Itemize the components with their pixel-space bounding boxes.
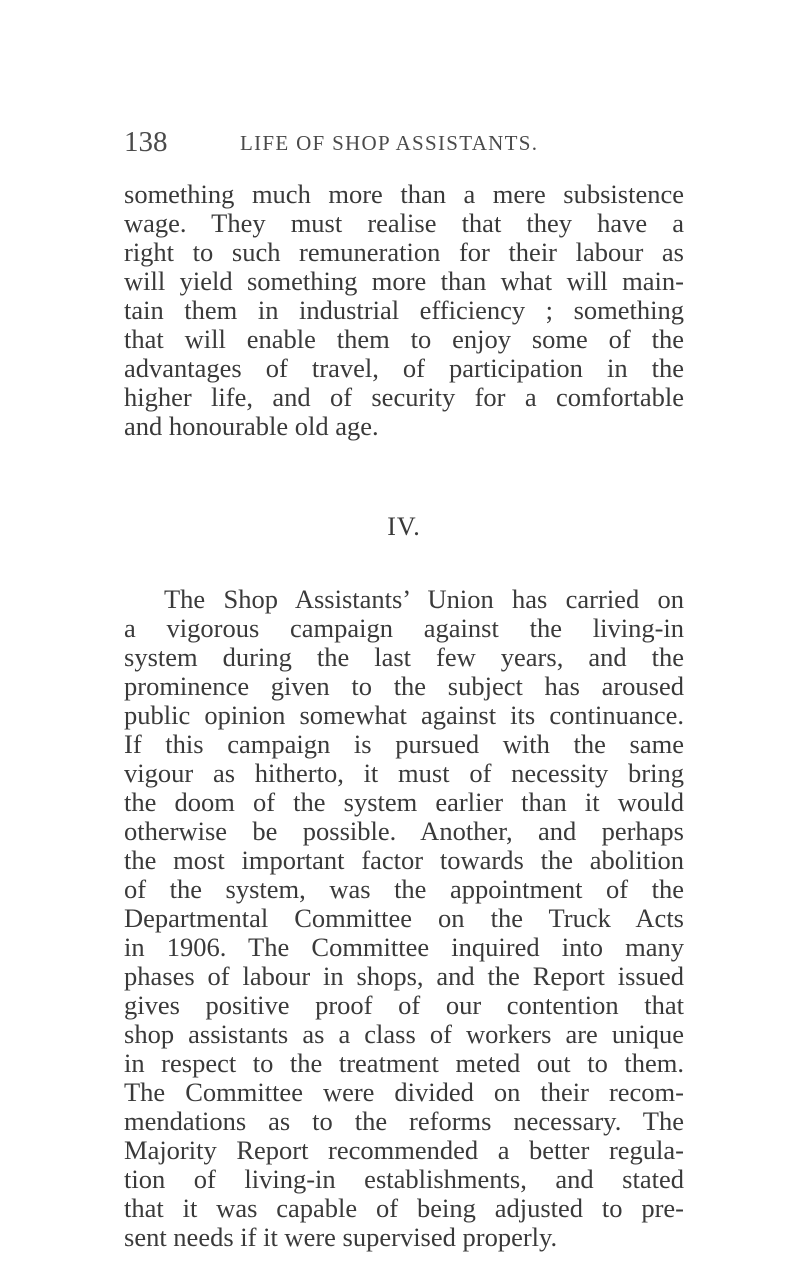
text-line: and honourable old age.: [124, 411, 379, 441]
paragraph-1: [124, 180, 684, 441]
page-number: 138: [124, 126, 168, 158]
text-line: a vigorous campaign against the living-in: [124, 613, 684, 643]
text-line: tion of living-in establishments, and stated: [124, 1164, 684, 1194]
text-line: in 1906. The Committee inquired into many: [124, 932, 684, 962]
text-line: prominence given to the subject has aroused: [124, 671, 684, 701]
text-line: of the system, was the appointment of the: [124, 874, 684, 904]
text-line: Departmental Committee on the Truck Acts: [124, 903, 684, 933]
text-line: phases of labour in shops, and the Report issued: [124, 961, 684, 991]
text-line: gives positive proof of our contention that: [124, 990, 684, 1020]
text-line: wage. They must realise that they have a: [124, 208, 684, 238]
text-line: otherwise be possible. Another, and perhaps: [124, 816, 684, 846]
text-line: that will enable them to enjoy some of the: [124, 324, 684, 354]
text-line: Majority Report recommended a better regula-: [124, 1135, 684, 1165]
text-line: The Committee were divided on their recom-: [124, 1077, 684, 1107]
text-line: mendations as to the reforms necessary. The: [124, 1106, 684, 1136]
text-line: system during the last few years, and the: [124, 642, 684, 672]
text-line: vigour as hitherto, it must of necessity bring: [124, 758, 684, 788]
text-line: shop assistants as a class of workers are unique: [124, 1019, 684, 1049]
paragraph-2: [124, 585, 684, 1252]
text-line: tain them in industrial efficiency ; something: [124, 295, 684, 325]
text-line: will yield something more than what will main-: [124, 266, 684, 296]
running-title: LIFE OF SHOP ASSISTANTS.: [240, 131, 539, 155]
text-line: The Shop Assistants’ Union has carried on: [164, 584, 684, 614]
text-line: right to such remuneration for their labour as: [124, 237, 684, 267]
text-line: the doom of the system earlier than it would: [124, 787, 684, 817]
running-head: [124, 126, 684, 166]
text-line: in respect to the treatment meted out to them.: [124, 1048, 684, 1078]
text-line: the most important factor towards the abolition: [124, 845, 684, 875]
text-line: advantages of travel, of participation in the: [124, 353, 684, 383]
text-line: If this campaign is pursued with the same: [124, 729, 684, 759]
text-line: something much more than a mere subsistence: [124, 179, 684, 209]
text-line: public opinion somewhat against its continuance.: [124, 700, 684, 730]
text-line: higher life, and of security for a comfortable: [124, 382, 684, 412]
section-heading: IV.: [387, 512, 421, 541]
text-line: sent needs if it were supervised properly.: [124, 1222, 558, 1252]
text-line: that it was capable of being adjusted to pre-: [124, 1193, 684, 1223]
